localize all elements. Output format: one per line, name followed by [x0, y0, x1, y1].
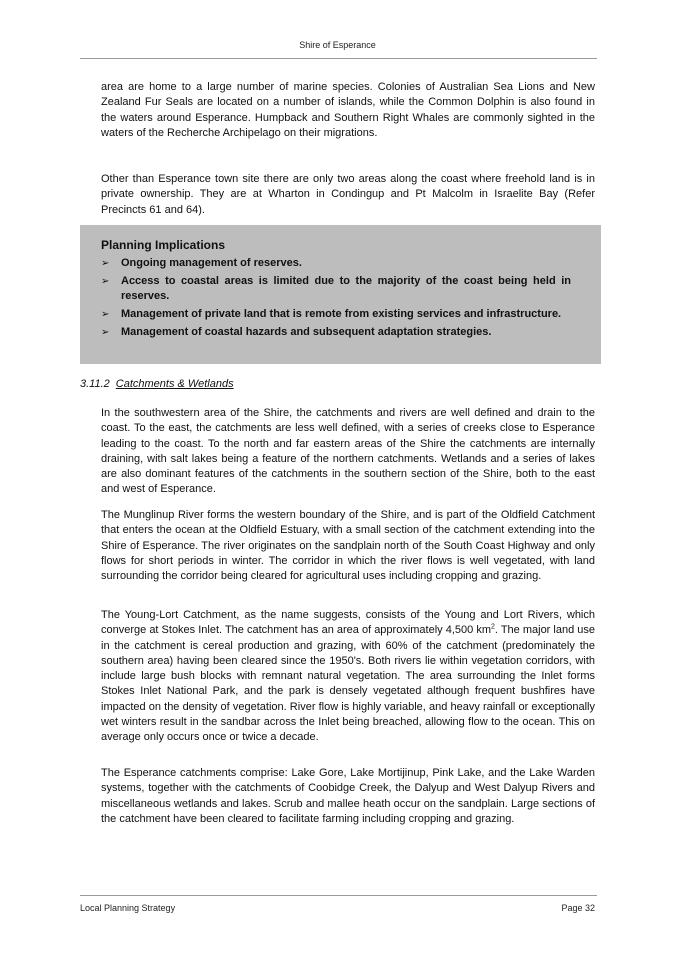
planning-implications-list	[101, 256, 571, 343]
section-title: Catchments & Wetlands	[115, 378, 234, 390]
section-heading	[80, 378, 234, 390]
intro-paragraph-1: area are home to a large number of marine species. Colonies of Australian Sea Lions and New Zealand Fur Seals are located on a number of islands, while the Common Dolphin is also found in the waters around Esperance. Humpback and Southern Right Whales are commonly sighted in the waters of the Recherche Archipelago on their migrations.	[101, 81, 595, 139]
intro-paragraph-2: Other than Esperance town site there are only two areas along the coast where freehold land is in private ownership. They are at Wharton in Condingup and Pt Malcolm in Israelite Bay (Refer Precincts 61 and 64).	[101, 173, 595, 216]
body-paragraph-2: The Munglinup River forms the western boundary of the Shire, and is part of the Oldfield Catchment that enters the ocean at the Oldfield Estuary, with a small section of the catchment extending into the Shire of Esperance. The river originates on the sandplain north of the South Coast Highway and only flows for short periods in winter. The corridor in which the river flows is well vegetated, with land surrounding the corridor being cleared for agricultural uses including cropping and grazing.	[101, 509, 595, 583]
arrow-bullet-icon: ➢	[101, 327, 110, 338]
body-paragraph-3	[101, 608, 595, 746]
superscript: 2	[491, 623, 495, 631]
body-paragraph-4: The Esperance catchments comprise: Lake Gore, Lake Mortijinup, Pink Lake, and the Lake Warden systems, together with the catchments of Coobidge Creek, the Dalyup and West Dalyup Rivers and miscellaneous wetlands and lakes. Scrub and mallee heath occur on the sandplain. Large sections of the catchment have been cleared to facilitate farming including cropping and grazing.	[101, 767, 595, 825]
header-divider	[80, 58, 597, 59]
arrow-bullet-icon: ➢	[101, 309, 110, 320]
list-item-text: Access to coastal areas is limited due to the majority of the coast being held in reserves.	[121, 275, 571, 302]
list-item-text: Ongoing management of reserves.	[121, 257, 302, 269]
section-number: 3.11.2	[80, 378, 110, 390]
page-header-title: Shire of Esperance	[299, 40, 376, 50]
list-item-text: Management of private land that is remote from existing services and infrastructure.	[121, 308, 562, 320]
footer-document-title: Local Planning Strategy	[80, 903, 176, 913]
arrow-bullet-icon: ➢	[101, 276, 110, 287]
paragraph-text: The Young-Lort Catchment, as the name suggests, consists of the Young and Lort Rivers, which converge at Stokes Inlet. The catchment has an area of approximately 4,500 km	[101, 609, 595, 637]
planning-implications-title: Planning Implications	[101, 238, 226, 252]
body-paragraph-1: In the southwestern area of the Shire, the catchments and rivers are well defined and drain to the coast. To the east, the catchments are less well defined, with a series of creeks close to Esperance leading to the coast. To the north and far eastern areas of the Shire the catchments are internally draining, with salt lakes being a feature of the northern catchments. Wetlands and a series of lakes are also dominant features of the catchments in the southern section of the Shire, both to the east and west of Esperance.	[101, 407, 595, 496]
list-item	[101, 274, 571, 304]
paragraph-text: . The major land use in the catchment is cereal production and grazing, with 60% of the catchment (predominately the southern area) having been cleared since the 1950's. Both rivers lie within vegetation corridors, with include large bush blocks with remnant natural vegetation. The area surrounding the Inlet forms Stokes Inlet National Park, and the park is densely vegetated although frequent bushfires have impacted on the density of vegetation. River flow is highly variable, and heavy rainfall or exceptionally wet winters result in the sandbar across the Inlet being breached, allowing flow to the ocean. This on average only occurs once or twice a decade.	[101, 624, 596, 744]
footer-divider	[80, 895, 597, 896]
list-item	[101, 325, 571, 340]
list-item	[101, 307, 571, 322]
page-number: Page 32	[561, 903, 595, 913]
list-item	[101, 256, 571, 271]
list-item-text: Management of coastal hazards and subsequent adaptation strategies.	[121, 326, 492, 338]
arrow-bullet-icon: ➢	[101, 258, 110, 269]
